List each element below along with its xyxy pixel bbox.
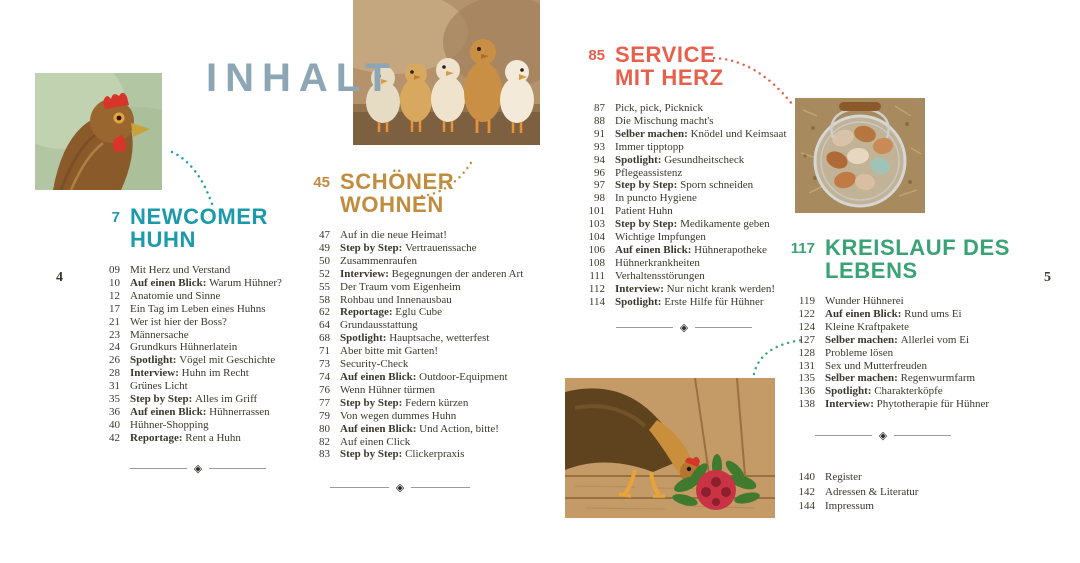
toc-item (288, 332, 548, 345)
item-prefix: Step by Step: (130, 393, 196, 406)
item-prefix: Step by Step: (340, 396, 406, 409)
item-title: Interview: Begegnungen der anderen Art (340, 267, 524, 280)
section-title: SERVICE MIT HERZ (615, 42, 724, 90)
section-title: NEWCOMER HUHN (130, 204, 269, 252)
item-prefix: Auf einen Blick: (130, 276, 210, 289)
item-title: Ein Tag im Leben eines Huhns (130, 302, 266, 315)
item-page-number: 35 (109, 393, 120, 406)
item-page-number: 91 (594, 127, 605, 140)
toc-item (563, 179, 813, 192)
item-title: Probleme lösen (825, 346, 894, 359)
item-page-number: 106 (588, 243, 605, 256)
item-prefix: Interview: (340, 267, 392, 280)
toc-item (288, 229, 548, 242)
toc-item (765, 308, 1025, 321)
item-prefix: Spotlight: (825, 385, 875, 398)
item-title: Auf einen Blick: Hühnerrassen (130, 405, 270, 418)
item-title: Aber bitte mit Garten! (340, 345, 439, 358)
section-divider (130, 461, 266, 475)
item-page-number: 31 (109, 380, 120, 393)
toc-item (288, 410, 548, 423)
toc-item (563, 115, 813, 128)
item-title: Selber machen: Allerlei vom Ei (825, 333, 970, 346)
toc-item (288, 255, 548, 268)
page-number-left: 4 (56, 270, 63, 285)
item-page-number: 62 (319, 306, 330, 319)
item-prefix: Reportage: (130, 431, 186, 444)
item-page-number: 12 (109, 289, 120, 302)
item-page-number: 124 (798, 320, 815, 333)
item-title: Patient Huhn (615, 205, 673, 218)
item-title: Step by Step: Medikamente geben (615, 218, 770, 231)
toc-item (563, 218, 813, 231)
item-page-number: 119 (798, 295, 815, 307)
item-title: Sex und Mutterfreuden (825, 359, 928, 372)
item-title: Grundkurs Hühnerlatein (130, 341, 238, 354)
item-title: Hühner-Shopping (130, 418, 209, 431)
item-prefix: Step by Step: (340, 241, 406, 254)
item-page-number: 40 (109, 418, 120, 431)
toc-item (288, 423, 548, 436)
hen-treatball-photo (565, 378, 775, 518)
item-prefix: Reportage: (340, 306, 396, 319)
item-page-number: 24 (109, 341, 120, 354)
toc-item (288, 319, 548, 332)
toc-item (765, 499, 1025, 514)
item-prefix: Interview: (130, 367, 182, 380)
toc-item (563, 141, 813, 154)
toc-item (765, 485, 1025, 500)
item-title: Spotlight: Erste Hilfe für Hühner (615, 295, 764, 308)
item-title: Auf einen Blick: Outdoor-Equipment (340, 370, 508, 383)
item-prefix: Auf einen Blick: (615, 243, 695, 256)
toc-item (765, 321, 1025, 334)
section-divider (616, 320, 752, 334)
item-page-number: 138 (798, 398, 815, 411)
item-page-number: 10 (109, 276, 120, 289)
item-page-number: 26 (109, 354, 120, 367)
section-page-number: 117 (790, 240, 815, 257)
toc-item (288, 268, 548, 281)
item-page-number: 80 (319, 422, 330, 435)
item-title: Reportage: Rent a Huhn (130, 431, 241, 444)
item-title: Männersache (130, 328, 189, 341)
item-page-number: 87 (594, 102, 605, 114)
item-page-number: 144 (798, 500, 815, 512)
item-page-number: 73 (319, 358, 330, 371)
section-title: SCHÖNER WOHNEN (340, 169, 455, 217)
item-title: Kleine Kraftpakete (825, 320, 909, 333)
item-page-number: 140 (798, 471, 815, 483)
item-page-number: 94 (594, 153, 605, 166)
item-prefix: Auf einen Blick: (130, 405, 210, 418)
item-page-number: 98 (594, 192, 605, 205)
item-title: Step by Step: Clickerpraxis (340, 448, 465, 461)
item-page-number: 88 (594, 114, 605, 127)
diamond-ornament-icon: ◈ (679, 320, 689, 334)
item-title: Security-Check (340, 358, 409, 371)
egg-basket-photo (795, 98, 925, 213)
item-page-number: 82 (319, 435, 330, 448)
item-title: Von wegen dummes Huhn (340, 409, 457, 422)
toc-item (765, 398, 1025, 411)
item-prefix: Step by Step: (340, 448, 406, 461)
item-title: Zusammenraufen (340, 254, 417, 267)
hen-portrait-photo (35, 73, 162, 190)
toc-item (288, 242, 548, 255)
item-page-number: 111 (589, 269, 605, 282)
section-divider (815, 428, 951, 442)
toc-item (563, 192, 813, 205)
item-prefix: Auf einen Blick: (340, 370, 420, 383)
item-title: Grundausstattung (340, 319, 418, 332)
item-title: Step by Step: Federn kürzen (340, 396, 469, 409)
item-title: Spotlight: Charakterköpfe (825, 385, 943, 398)
item-title: Der Traum vom Eigenheim (340, 280, 461, 293)
item-page-number: 93 (594, 140, 605, 153)
item-prefix: Step by Step: (615, 218, 681, 231)
item-page-number: 108 (588, 256, 605, 269)
item-page-number: 114 (588, 295, 605, 308)
item-page-number: 50 (319, 254, 330, 267)
toc-item (563, 167, 813, 180)
item-title: Auf einen Blick: Rund ums Ei (825, 307, 962, 320)
item-page-number: 55 (319, 280, 330, 293)
toc-item (563, 205, 813, 218)
toc-list-wohnen (288, 229, 548, 461)
diamond-ornament-icon: ◈ (193, 461, 203, 475)
toc-item (288, 371, 548, 384)
item-page-number: 96 (594, 166, 605, 179)
section-title: KREISLAUF DES LEBENS (825, 235, 1011, 283)
page-number-right: 5 (1044, 270, 1051, 285)
toc-item (288, 358, 548, 371)
item-title: Wenn Hühner türmen (340, 383, 436, 396)
item-title: Spotlight: Gesundheitscheck (615, 153, 745, 166)
item-page-number: 79 (319, 409, 330, 422)
item-prefix: Selber machen: (615, 127, 691, 140)
item-title: Anatomie und Sinne (130, 289, 221, 302)
toc-item (288, 281, 548, 294)
item-page-number: 103 (588, 218, 605, 231)
item-title: Spotlight: Hauptsache, wetterfest (340, 332, 490, 345)
item-title: Adressen & Literatur (825, 485, 919, 498)
item-page-number: 83 (319, 448, 330, 461)
toc-list-kreislauf (765, 295, 1025, 411)
item-prefix: Auf einen Blick: (340, 422, 420, 435)
toc-item (288, 294, 548, 307)
item-title: Auf einen Blick: Und Action, bitte! (340, 422, 499, 435)
item-page-number: 112 (588, 282, 605, 295)
item-page-number: 21 (109, 315, 120, 328)
item-page-number: 49 (319, 241, 330, 254)
back-matter (765, 470, 1025, 514)
diamond-ornament-icon: ◈ (395, 480, 405, 494)
item-title: Wer ist hier der Boss? (130, 315, 227, 328)
toc-item (563, 128, 813, 141)
item-prefix: Selber machen: (825, 372, 901, 385)
item-page-number: 71 (319, 345, 330, 358)
item-prefix: Selber machen: (825, 333, 901, 346)
item-prefix: Step by Step: (615, 179, 681, 192)
item-page-number: 17 (109, 302, 120, 315)
item-page-number: 101 (588, 205, 605, 218)
toc-item (288, 436, 548, 449)
item-prefix: Spotlight: (615, 295, 665, 308)
section-header (765, 236, 1025, 282)
item-title: Step by Step: Vertrauenssache (340, 241, 477, 254)
item-page-number: 142 (798, 485, 815, 498)
item-title: Wichtige Impfungen (615, 231, 706, 244)
page-title: INHALT (206, 56, 398, 100)
item-page-number: 64 (319, 319, 330, 332)
toc-item (563, 102, 813, 115)
item-title: Selber machen: Regenwurmfarm (825, 372, 976, 385)
item-page-number: 74 (319, 370, 330, 383)
toc-item (765, 385, 1025, 398)
item-title: Wunder Hühnerei (825, 295, 904, 307)
section-page-number: 7 (111, 209, 120, 226)
item-prefix: Spotlight: (340, 332, 390, 345)
item-title: Auf einen Blick: Warum Hühner? (130, 276, 282, 289)
section-header (563, 43, 813, 89)
item-title: Reportage: Eglu Cube (340, 306, 443, 319)
item-title: Auf in die neue Heimat! (340, 229, 447, 241)
toc-item (563, 154, 813, 167)
item-title: Die Mischung macht's (615, 114, 714, 127)
toc-item (288, 448, 548, 461)
item-page-number: 76 (319, 383, 330, 396)
item-page-number: 36 (109, 405, 120, 418)
toc-item (765, 470, 1025, 485)
item-title: Interview: Phytotherapie für Hühner (825, 398, 990, 411)
item-title: Impressum (825, 500, 874, 512)
item-prefix: Auf einen Blick: (825, 307, 905, 320)
item-prefix: Interview: (825, 398, 877, 411)
section-page-number: 85 (588, 47, 605, 64)
toc-item (765, 347, 1025, 360)
toc-item (765, 295, 1025, 308)
toc-item (765, 334, 1025, 347)
item-title: Interview: Nur nicht krank werden! (615, 282, 776, 295)
toc-item (288, 384, 548, 397)
item-title: Pick, pick, Picknick (615, 102, 703, 114)
section-schoener-wohnen (288, 170, 548, 461)
item-page-number: 97 (594, 179, 605, 192)
diamond-ornament-icon: ◈ (878, 428, 888, 442)
item-page-number: 122 (798, 307, 815, 320)
item-title: Grünes Licht (130, 380, 188, 393)
item-prefix: Spotlight: (615, 153, 665, 166)
item-page-number: 104 (588, 231, 605, 244)
item-page-number: 58 (319, 293, 330, 306)
item-page-number: 136 (798, 385, 815, 398)
item-page-number: 128 (798, 346, 815, 359)
item-title: Auf einen Blick: Hühnerapotheke (615, 243, 767, 256)
item-page-number: 131 (798, 359, 815, 372)
item-title: Step by Step: Sporn schneiden (615, 179, 754, 192)
item-title: Immer tipptopp (615, 140, 684, 153)
item-page-number: 127 (798, 333, 815, 346)
item-title: Selber machen: Knödel und Keimsaat (615, 127, 787, 140)
section-kreislauf-des-lebens (765, 236, 1025, 411)
item-page-number: 42 (109, 431, 120, 444)
item-title: Rohbau und Innenausbau (340, 293, 452, 306)
item-page-number: 135 (798, 372, 815, 385)
item-title: Hühnerkrankheiten (615, 256, 700, 269)
toc-item (765, 372, 1025, 385)
item-prefix: Spotlight: (130, 354, 180, 367)
section-divider (330, 480, 470, 494)
toc-item (765, 360, 1025, 373)
item-page-number: 28 (109, 367, 120, 380)
item-page-number: 47 (319, 229, 330, 241)
item-page-number: 09 (109, 264, 120, 276)
dotted-arc-teal-decoration (168, 148, 218, 208)
item-title: Auf einen Click (340, 435, 411, 448)
item-page-number: 52 (319, 267, 330, 280)
toc-item (288, 306, 548, 319)
item-title: Register (825, 471, 862, 483)
section-page-number: 45 (313, 174, 330, 191)
toc-item (288, 345, 548, 358)
toc-list-back-matter (765, 470, 1025, 514)
item-prefix: Interview: (615, 282, 667, 295)
item-title: Mit Herz und Verstand (130, 264, 231, 276)
item-title: Interview: Huhn im Recht (130, 367, 249, 380)
item-title: Step by Step: Alles im Griff (130, 393, 258, 406)
item-title: Spotlight: Vögel mit Geschichte (130, 354, 276, 367)
item-title: In puncto Hygiene (615, 192, 697, 205)
item-page-number: 23 (109, 328, 120, 341)
toc-item (288, 397, 548, 410)
item-page-number: 77 (319, 396, 330, 409)
item-title: Pflegeassistenz (615, 166, 683, 179)
item-page-number: 68 (319, 332, 330, 345)
section-header (288, 170, 548, 216)
item-title: Verhaltensstörungen (615, 269, 705, 282)
